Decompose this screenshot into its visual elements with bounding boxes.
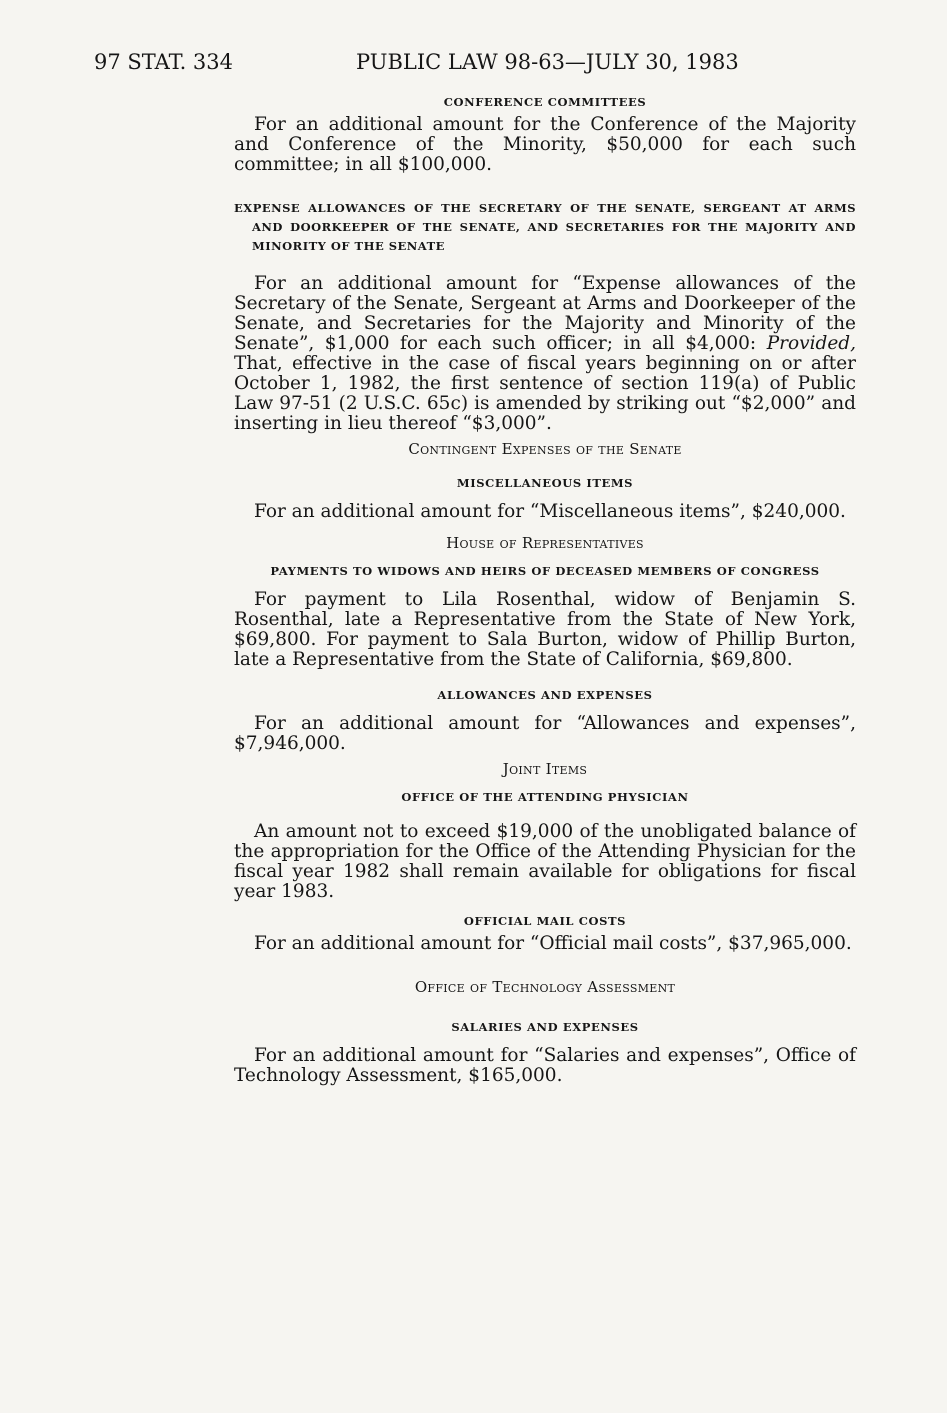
paragraph-payments-widows: For payment to Lila Rosenthal, widow of Benjamin S. Rosenthal, late a Representative from the State of New York, $69,800. For payment to Sala Burton, widow of Phillip Burton, late a Representative from the State of California, $69,800. — [234, 589, 856, 670]
paragraph-official-mail: For an additional amount for “Official mail costs”, $37,965,000. — [254, 933, 852, 954]
heading-conference-committees: CONFERENCE COMMITTEES — [443, 95, 647, 109]
heading-miscellaneous-items: MISCELLANEOUS ITEMS — [456, 476, 634, 490]
heading-expense-allowances: EXPENSE ALLOWANCES OF THE SECRETARY OF THE SENATE, SERGEANT AT ARMS AND DOORKEEPER OF THE SENATE, AND SECRETARIES FOR THE MAJORITY AND MINORITY OF THE SENATE — [234, 201, 856, 253]
paragraph-salaries-expenses: For an additional amount for “Salaries and expenses”, Office of Technology Assessment, $165,000. — [234, 1045, 856, 1086]
paragraph-allowances-expenses: For an additional amount for “Allowances and expenses”, $7,946,000. — [234, 713, 856, 754]
paragraph-conference-committees: For an additional amount for the Conference of the Majority and Conference of the Minority, $50,000 for each such committee; in all $100,000. — [234, 114, 856, 175]
expense-allowances-text-2: That, effective in the case of fiscal years beginning on or after October 1, 1982, the first sentence of section 119(a) of Public Law 97-51 (2 U.S.C. 65c) is amended by striking out “$2,000” and inserting in lieu thereof “$3,000”. — [234, 353, 856, 434]
document-body — [234, 95, 856, 1086]
heading-contingent-expenses: Contingent Expenses of the Senate — [408, 440, 682, 458]
heading-joint-items: Joint Items — [502, 760, 588, 778]
paragraph-attending-physician: An amount not to exceed $19,000 of the unobligated balance of the appropriation for the Office of the Attending Physician for the fiscal year 1982 shall remain available for obligations for fiscal year 1983. — [234, 821, 856, 902]
heading-allowances-expenses: ALLOWANCES AND EXPENSES — [437, 688, 653, 702]
paragraph-expense-allowances — [234, 274, 856, 434]
heading-official-mail: OFFICIAL MAIL COSTS — [463, 914, 627, 928]
heading-technology-assessment: Office of Technology Assessment — [414, 978, 676, 996]
heading-attending-physician: OFFICE OF THE ATTENDING PHYSICIAN — [401, 790, 689, 804]
heading-salaries-expenses: SALARIES AND EXPENSES — [451, 1020, 639, 1034]
stat-page-reference: 97 STAT. 334 — [94, 50, 234, 74]
heading-house-of-representatives: House of Representatives — [446, 534, 644, 552]
expense-allowances-text-1: For an additional amount for “Expense allowances of the Secretary of the Senate, Sergeant at Arms and Doorkeeper of the Senate, and Secretaries for the Majority and Minority of the Senate”, $1,000 for each such officer; in all $4,000: — [234, 273, 856, 354]
heading-payments-widows: PAYMENTS TO WIDOWS AND HEIRS OF DECEASED MEMBERS OF CONGRESS — [270, 564, 820, 578]
paragraph-miscellaneous-items: For an additional amount for “Miscellaneous items”, $240,000. — [254, 501, 846, 522]
provided-italic: Provided, — [766, 333, 856, 354]
law-title: PUBLIC LAW 98-63—JULY 30, 1983 — [356, 50, 739, 74]
running-head — [94, 50, 874, 80]
